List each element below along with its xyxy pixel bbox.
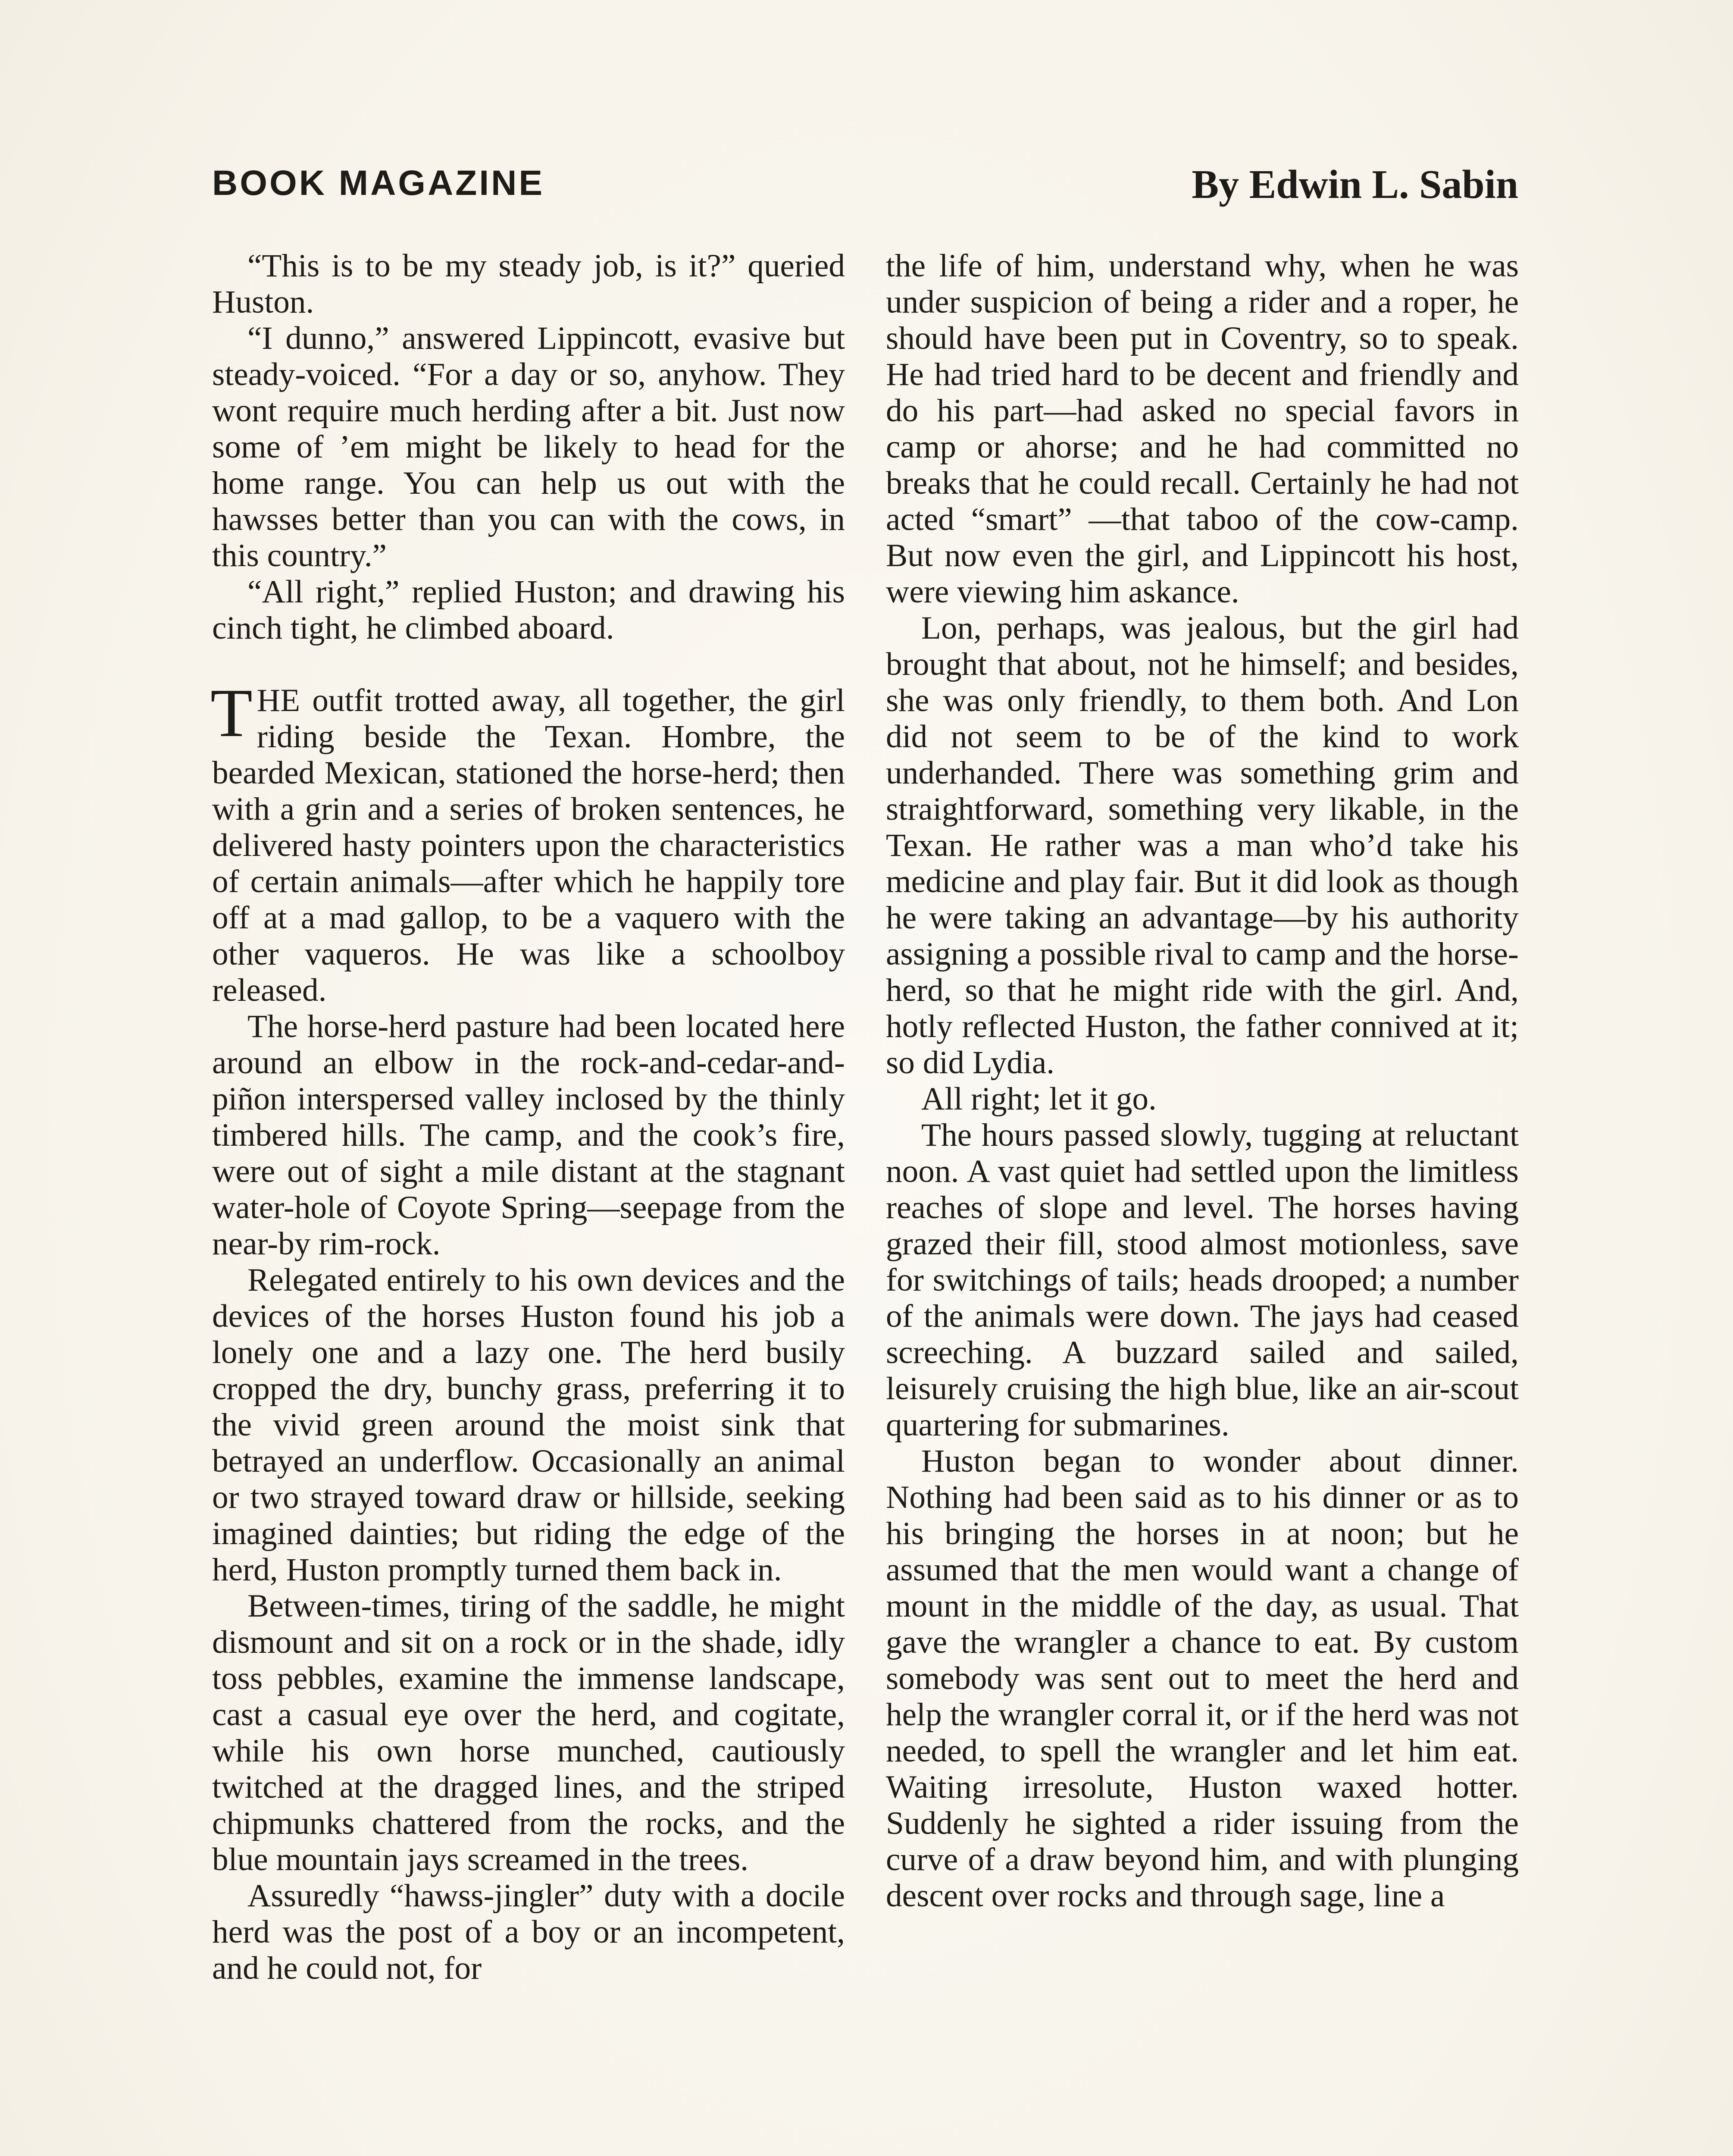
paragraph: The horse-herd pasture had been located here around an elbow in the rock-and-cedar-and-piñon interspersed valley inclosed by the thinly timbered hills. The camp, and the cook’s fire, were out of sight a mile distant at the stagnant water-hole of Coyote Spring—seepage from the near-by rim-rock. [212,1009,845,1262]
running-header [212,163,1518,210]
paragraph: The hours passed slowly, tugging at reluctant noon. A vast quiet had settled upon the limitless reaches of slope and level. The horses having grazed their fill, stood almost motionless, save for switchings of tails; heads drooped; a number of the animals were down. The jays had ceased screeching. A buzzard sailed and sailed, leisurely cruising the high blue, like an air-scout quartering for submarines. [886,1117,1519,1443]
right-column [886,248,1519,1914]
left-column [212,248,845,1987]
paragraph-text: HE outfit trotted away, all together, the girl riding beside the Texan. Hombre, the bearded Mexican, stationed the horse-herd; then with a grin and a series of broken sentences, he delivered hasty pointers upon the characteristics of certain animals—after which he happily tore off at a mad gallop, to be a vaquero with the other vaqueros. He was like a schoolboy released. [212,683,845,1008]
section-opening-paragraph [210,674,845,1009]
paragraph: “I dunno,” answered Lippincott, evasive but steady-voiced. “For a day or so, anyhow. They wont require much herding after a bit. Just now some of ’em might be likely to head for the home range. You can help us out with the hawsses better than you can with the cows, in this country.” [212,320,845,573]
drop-cap: T [210,674,253,751]
magazine-title: BOOK MAGAZINE [212,163,545,203]
paragraph: All right; let it go. [921,1081,1157,1117]
paragraph: Relegated entirely to his own devices and the devices of the horses Huston found his job a lonely one and a lazy one. The herd busily cropped the dry, bunchy grass, preferring it to the vivid green around the moist sink that betrayed an underflow. Occasionally an animal or two strayed toward draw or hillside, seeking imagined dainties; but riding the edge of the herd, Huston promptly turned them back in. [212,1262,845,1588]
author-byline: By Edwin L. Sabin [1192,162,1518,207]
paragraph: Between-times, tiring of the saddle, he might dismount and sit on a rock or in the shade, idly toss pebbles, examine the immense landscape, cast a casual eye over the herd, and cogitate, while his own horse munched, cautiously twitched at the dragged lines, and the striped chipmunks chattered from the rocks, and the blue mountain jays screamed in the trees. [212,1588,845,1877]
paragraph: Lon, perhaps, was jealous, but the girl had brought that about, not he himself; and besides, she was only friendly, to them both. And Lon did not seem to be of the kind to work underhanded. There was something grim and straightforward, something very likable, in the Texan. He rather was a man who’d take his medicine and play fair. But it did look as though he were taking an advantage—by his authority assigning a possible rival to camp and the horse-herd, so that he might ride with the girl. And, hotly reflected Huston, the father connived at it; so did Lydia. [886,610,1519,1081]
paragraph: the life of him, understand why, when he was under suspicion of being a rider and a roper, he should have been put in Coventry, so to speak. He had tried hard to be decent and friendly and do his part—had asked no special favors in camp or ahorse; and he had committed no breaks that he could recall. Certainly he had not acted “smart” —that taboo of the cow-camp. But now even the girl, and Lippincott his host, were viewing him askance. [886,248,1519,610]
paragraph: “All right,” replied Huston; and drawing his cinch tight, he climbed aboard. [212,574,845,646]
paragraph: Assuredly “hawss-jingler” duty with a docile herd was the post of a boy or an incompetent, and he could not, for [212,1878,845,1986]
paragraph: “This is to be my steady job, is it?” queried Huston. [212,248,845,320]
paragraph: Huston began to wonder about dinner. Nothing had been said as to his dinner or as to his bringing the horses in at noon; but he assumed that the men would want a change of mount in the middle of the day, as usual. That gave the wrangler a chance to eat. By custom somebody was sent out to meet the herd and help the wrangler corral it, or if the herd was not needed, to spell the wrangler and let him eat. Waiting irresolute, Huston waxed hotter. Suddenly he sighted a rider issuing from the curve of a draw beyond him, and with plunging descent over rocks and through sage, line a [886,1443,1519,1914]
